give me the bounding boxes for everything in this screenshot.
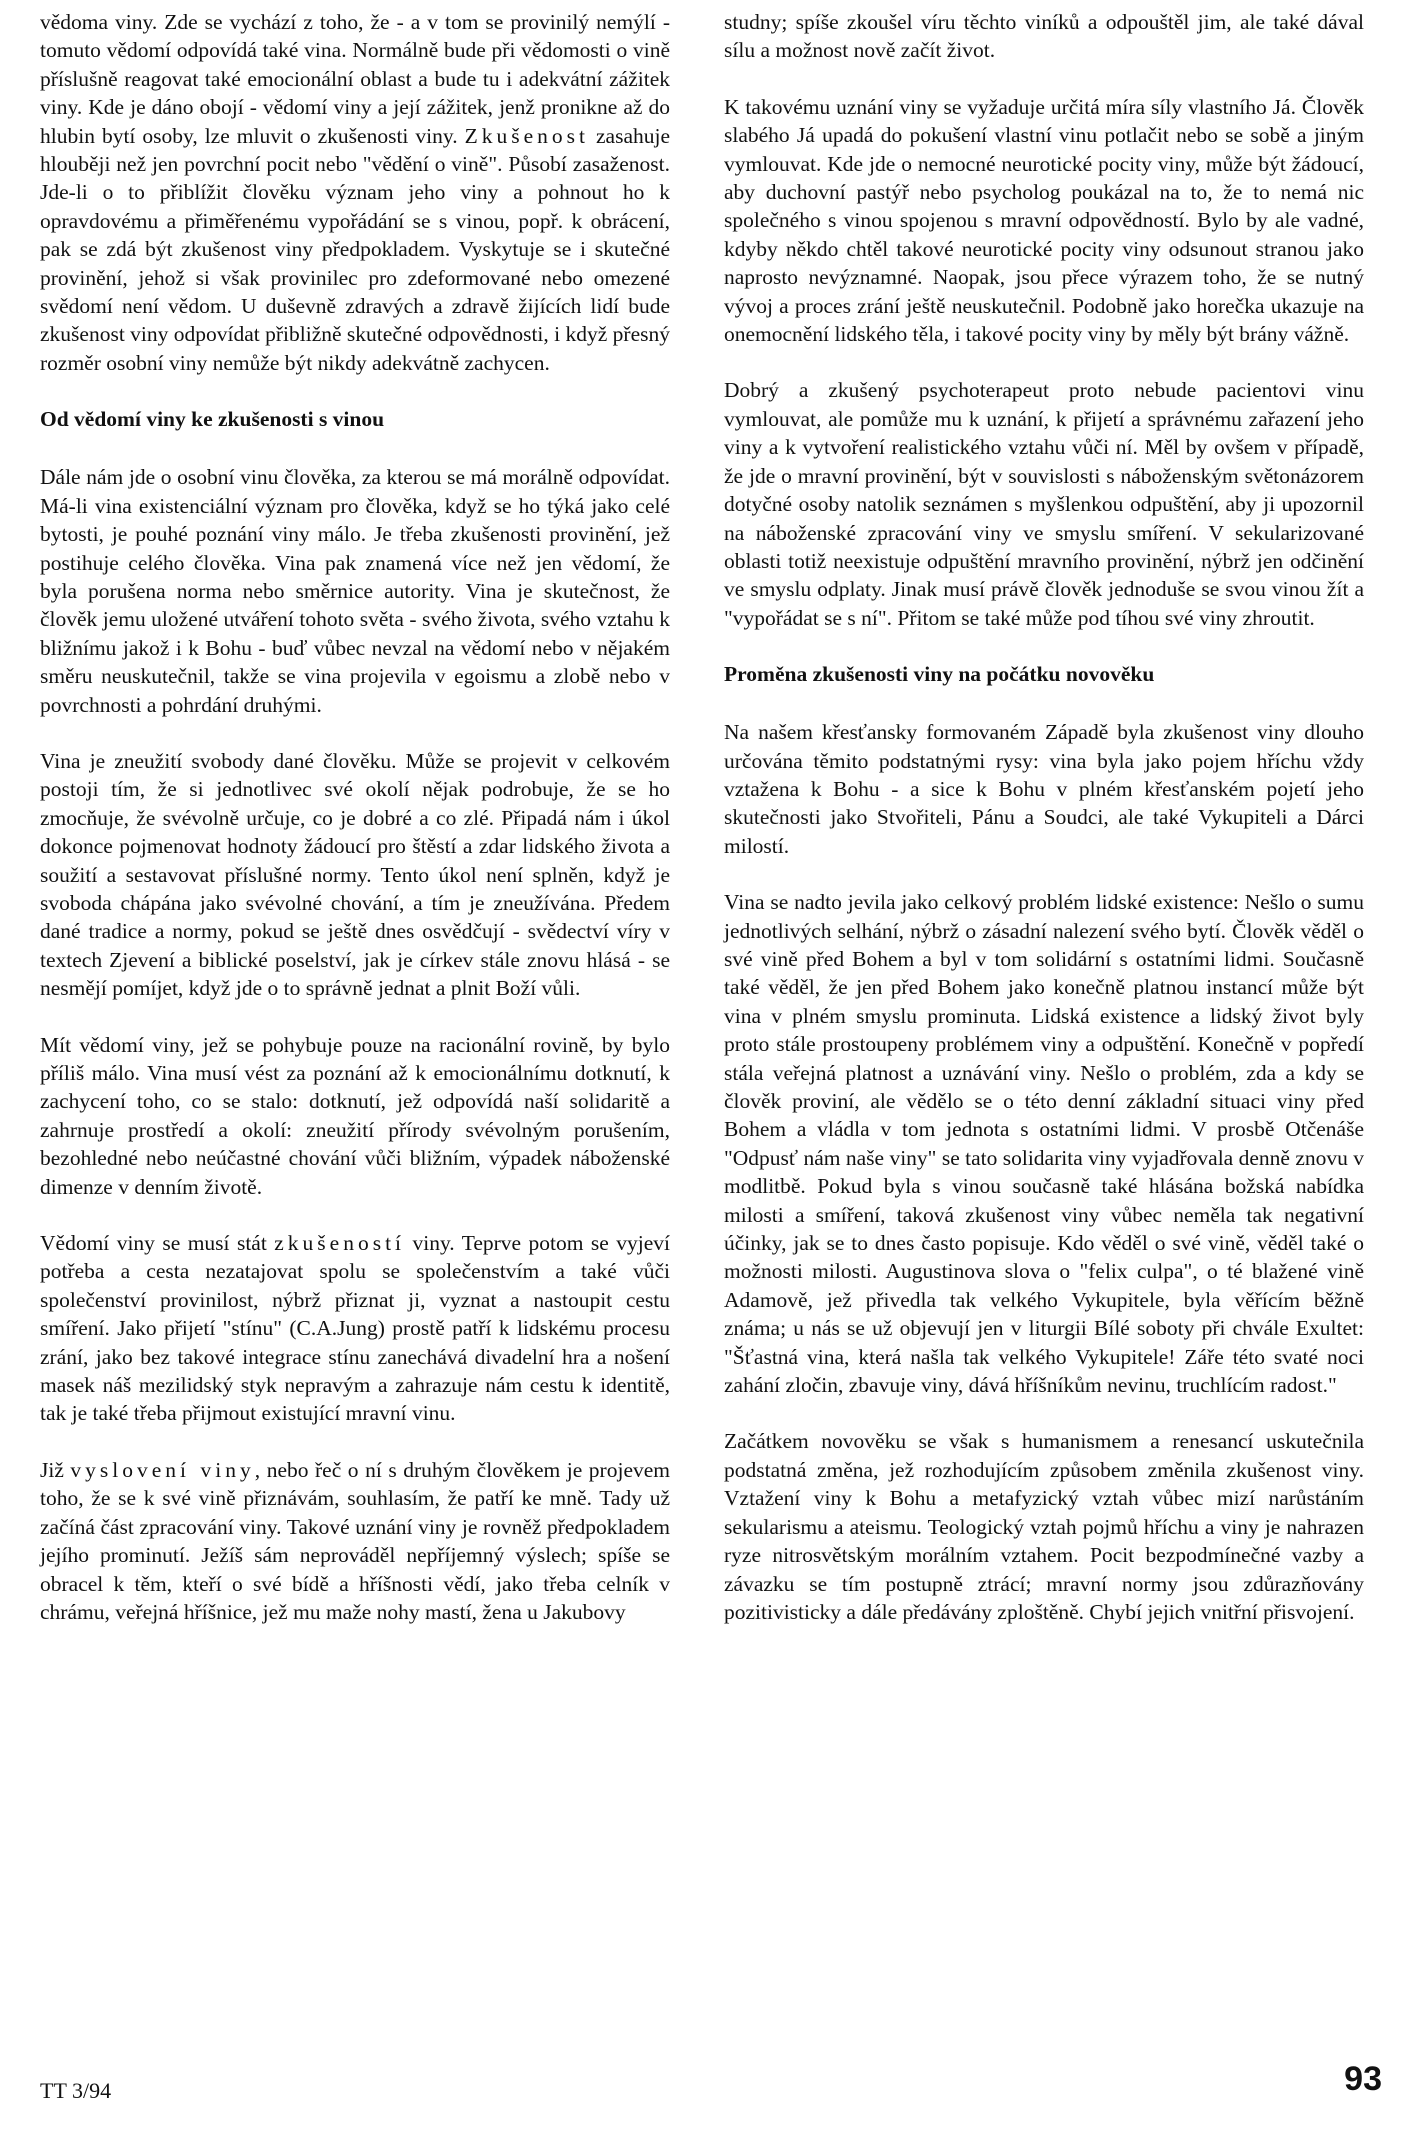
- paragraph: Dobrý a zkušený psychoterapeut proto nebude pacientovi vinu vymlouvat, ale pomůže mu k uznání, k přijetí a správnému zařazení jeho viny a k vytvoření realistického vztahu vůči ní. Měl by ovšem v případě, že jde o mravní provinění, být v souvislosti s náboženským světonázorem dotyčné osoby natolik seznámen s myšlenkou odpuštění, aby ji upozornil na náboženské zpracování viny ve smyslu smíření. V sekularizované oblasti totiž neexistuje odpuštění mravního provinění, nýbrž jen odčinění ve smyslu odplaty. Jinak musí právě člověk jednoduše se svou vinou žít a "vypořádat se s ní". Přitom se také může pod tíhou své viny zhroutit.: [724, 378, 1364, 630]
- paragraph: studny; spíše zkoušel víru těchto viníků a odpouštěl jim, ale také dával sílu a možnost nově začít život.: [724, 10, 1364, 63]
- paragraph: Již vyslovení viny, nebo řeč o ní s druhým člověkem je projevem toho, že se k své vině přiznávám, souhlasím, že patří ke mně. Tady už začíná část zpracování viny. Takové uznání viny je rovněž předpokladem jejího prominutí. Ježíš sám neprováděl nepříjemný výslech; spíše se obracel k těm, kteří o své bídě a hříšnosti vědí, jako třeba celník v chrámu, veřejná hříšnice, jež mu maže nohy mastí, žena u Jakubovy: [40, 1457, 670, 1624]
- emphasis-spaced: zkušeností: [274, 1231, 406, 1256]
- paragraph: K takovému uznání viny se vyžaduje určitá míra síly vlastního Já. Člověk slabého Já upadá do pokušení vlastní vinu potlačit nebo se sobě a jiným vymlouvat. Kde jde o nemocné neurotické pocity viny, může být žádoucí, aby duchovní pastýř nebo psycholog poukázal na to, že to nemá nic společného s vinou spojenou s mravní odpovědností. Bylo by ale vadné, kdyby někdo chtěl takové neurotické pocity viny odsunout stranou jako naprosto nevýznamné. Naopak, jsou přece výrazem toho, že se nutný vývoj a proces zrání ještě neuskutečnil. Podobně jako horečka ukazuje na onemocnění lidského těla, i takové pocity viny by měly být brány vážně.: [724, 94, 1364, 347]
- paragraph: Vědomí viny se musí stát zkušeností viny. Teprve potom se vyjeví potřeba a cesta nezatajovat spolu se společenstvím a také vůči společenství provinilost, nýbrž přiznat ji, vyznat a nastoupit cestu smíření. Jako přijetí "stínu" (C.A.Jung) prostě patří k lidskému procesu zrání, jako bez takové integrace stínu zanechává divadelní hra a nošení masek náš mezilidský styk nepravým a zahrazuje nám cestu k identitě, tak je také třeba přijmout existující mravní vinu.: [40, 1231, 670, 1426]
- paragraph: Na našem křesťansky formovaném Západě byla zkušenost viny dlouho určována těmito podstatnými rysy: vina byla jako pojem hříchu vždy vztažena k Bohu - a sice k Bohu v plném křesťanském pojetí jeho skutečnosti jako Stvořiteli, Pánu a Soudci, ale také Vykupiteli a Dárci milostí.: [724, 720, 1364, 858]
- page-number: 93: [1344, 2060, 1382, 2098]
- paragraph: Začátkem novověku se však s humanismem a renesancí uskutečnila podstatná změna, jež rozhodujícím způsobem změnila zkušenost viny. Vztažení viny k Bohu a metafyzický vztah vůbec mizí narůstáním sekularismu a ateismu. Teologický vztah pojmů hříchu a viny je nahrazen ryze nitrosvětským morálním vztahem. Pocit bezpodmínečné vazby a závazku se tím postupně ztrácí; mravní normy jsou zdůrazňovány pozitivisticky a dále předávány zploštěně. Chybí jejich vnitřní přisvojení.: [724, 1429, 1364, 1624]
- section-heading: Proměna zkušenosti viny na počátku novověku: [724, 662, 1155, 687]
- paragraph: Vina je zneužití svobody dané člověku. Může se projevit v celkovém postoji tím, že si jednotlivec své okolí nějak podrobuje, že se ho zmocňuje, že svévolně určuje, co je dobré a co zlé. Připadá nám i úkol dokonce pojmenovat hodnoty žádoucí pro štěstí a zdar lidského života a soužití a sestavovat příslušné normy. Tento úkol není splněn, když je svoboda chápána jako svévolné chování, a tím je zneužívána. Předem dané tradice a normy, pokud se ještě dnes osvědčují - svědectví víry v textech Zjevení a biblické poselství, jak je církev stále znovu hlásá - se nesmějí pomíjet, když jde o to správně jednat a plnit Boží vůli.: [40, 748, 670, 1001]
- journal-issue: TT 3/94: [40, 2078, 112, 2103]
- paragraph: Mít vědomí viny, jež se pohybuje pouze na racionální rovině, by bylo příliš málo. Vina musí vést za poznání až k emocionálnímu dotknutí, k zachycení toho, co se stalo: dotknutí, jež odpovídá naší solidaritě a zahrnuje prostředí a okolí: zneužití přírody svévolným porušením, bezohledné nebo neúčastné chování vůči bližním, výpadek náboženské dimenze v denním životě.: [40, 1032, 670, 1199]
- left-column: [40, 8, 670, 1654]
- right-column: [724, 8, 1364, 1654]
- emphasis-spaced: vyslovení viny: [70, 1457, 255, 1482]
- section-heading: Od vědomí viny ke zkušenosti s vinou: [40, 407, 385, 432]
- paragraph: Vina se nadto jevila jako celkový problém lidské existence: Nešlo o sumu jednotlivých selhání, nýbrž o zásadní nalezení svého bytí. Člověk věděl o své vině před Bohem a byl v tom solidární s ostatními lidmi. Současně také věděl, že jen před Bohem jako konečně platnou instancí může být vina v plném smyslu prominuta. Lidská existence a lidský život byly proto stále prostoupeny problémem viny a odpuštění. Konečně v popředí stála veřejná platnost a uznávání viny. Nešlo o problém, zda a kdy se člověk proviní, ale vědělo se o této denní základní situaci viny před Bohem a vládla v tom jednota s ostatními lidmi. V prosbě Otčenáše "Odpusť nám naše viny" se tato solidarita viny vyjadřovala denně znovu v modlitbě. Pokud byla s vinou současně také hlásána božská nabídka milosti a smíření, taková zkušenost viny vůbec neměla tak negativní účinky, jak se to dnes často popisuje. Kdo věděl o své vině, věděl také o možnosti milosti. Augustinova slova o "felix culpa", o té blažené vině Adamově, jež přivedla tak velkého Vykupitele, byla věřícím běžně známa; u nás se už objevují jen v liturgii Bílé soboty při chvále Exultet: "Šťastná vina, která našla tak velkého Vykupitele! Záře této svaté noci zahání zločin, zbavuje viny, dává hříšníkům nevinu, truchlícím radost.": [724, 890, 1364, 1398]
- paragraph: Dále nám jde o osobní vinu člověka, za kterou se má morálně odpovídat. Má-li vina existenciální význam pro člověka, když se ho týká jako celé bytosti, je pouhé poznání viny málo. Je třeba zkušenosti provinění, jež postihuje celého člověka. Vina pak znamená více než jen vědomí, že byla porušena norma nebo směrnice autority. Vina je skutečnost, že člověk jemu uložené utváření tohoto světa - svého života, svého vztahu k bližnímu jakož i k Bohu - buď vůbec nevzal na vědomí nebo v nějakém směru neuskutečnil, takže se vina projevila v egoismu a zlobě nebo v povrchnosti a pohrdání druhými.: [40, 465, 670, 717]
- emphasis-spaced: Zkušenost: [464, 123, 589, 148]
- paragraph: vědoma viny. Zde se vychází z toho, že - a v tom se provinilý nemýlí - tomuto vědomí odpovídá také vina. Normálně bude při vědomosti o vině příslušně reagovat také emocionální oblast a bude tu i adekvátní zážitek viny. Kde je dáno obojí - vědomí viny a její zážitek, jenž pronikne až do hlubin bytí osoby, lze mluvit o zkušenosti viny. Zkušenost zasahuje hlouběji než jen povrchní pocit nebo "vědění o vině". Působí zasaženost. Jde-li o to přiblížit člověku význam jeho viny a pohnout ho k opravdovému a přiměřenému vypořádání se s vinou, popř. k obrácení, pak se zdá být zkušenost viny předpokladem. Vyskytuje se i skutečné provinění, jehož si však provinilec pro zdeformované nebo omezené svědomí není vědom. U duševně zdravých a zdravě žijících lidí bude zkušenost viny odpovídat přibližně skutečné odpovědnosti, i když přesný rozměr osobní viny nemůže být nikdy adekvátně zachycen.: [40, 10, 671, 375]
